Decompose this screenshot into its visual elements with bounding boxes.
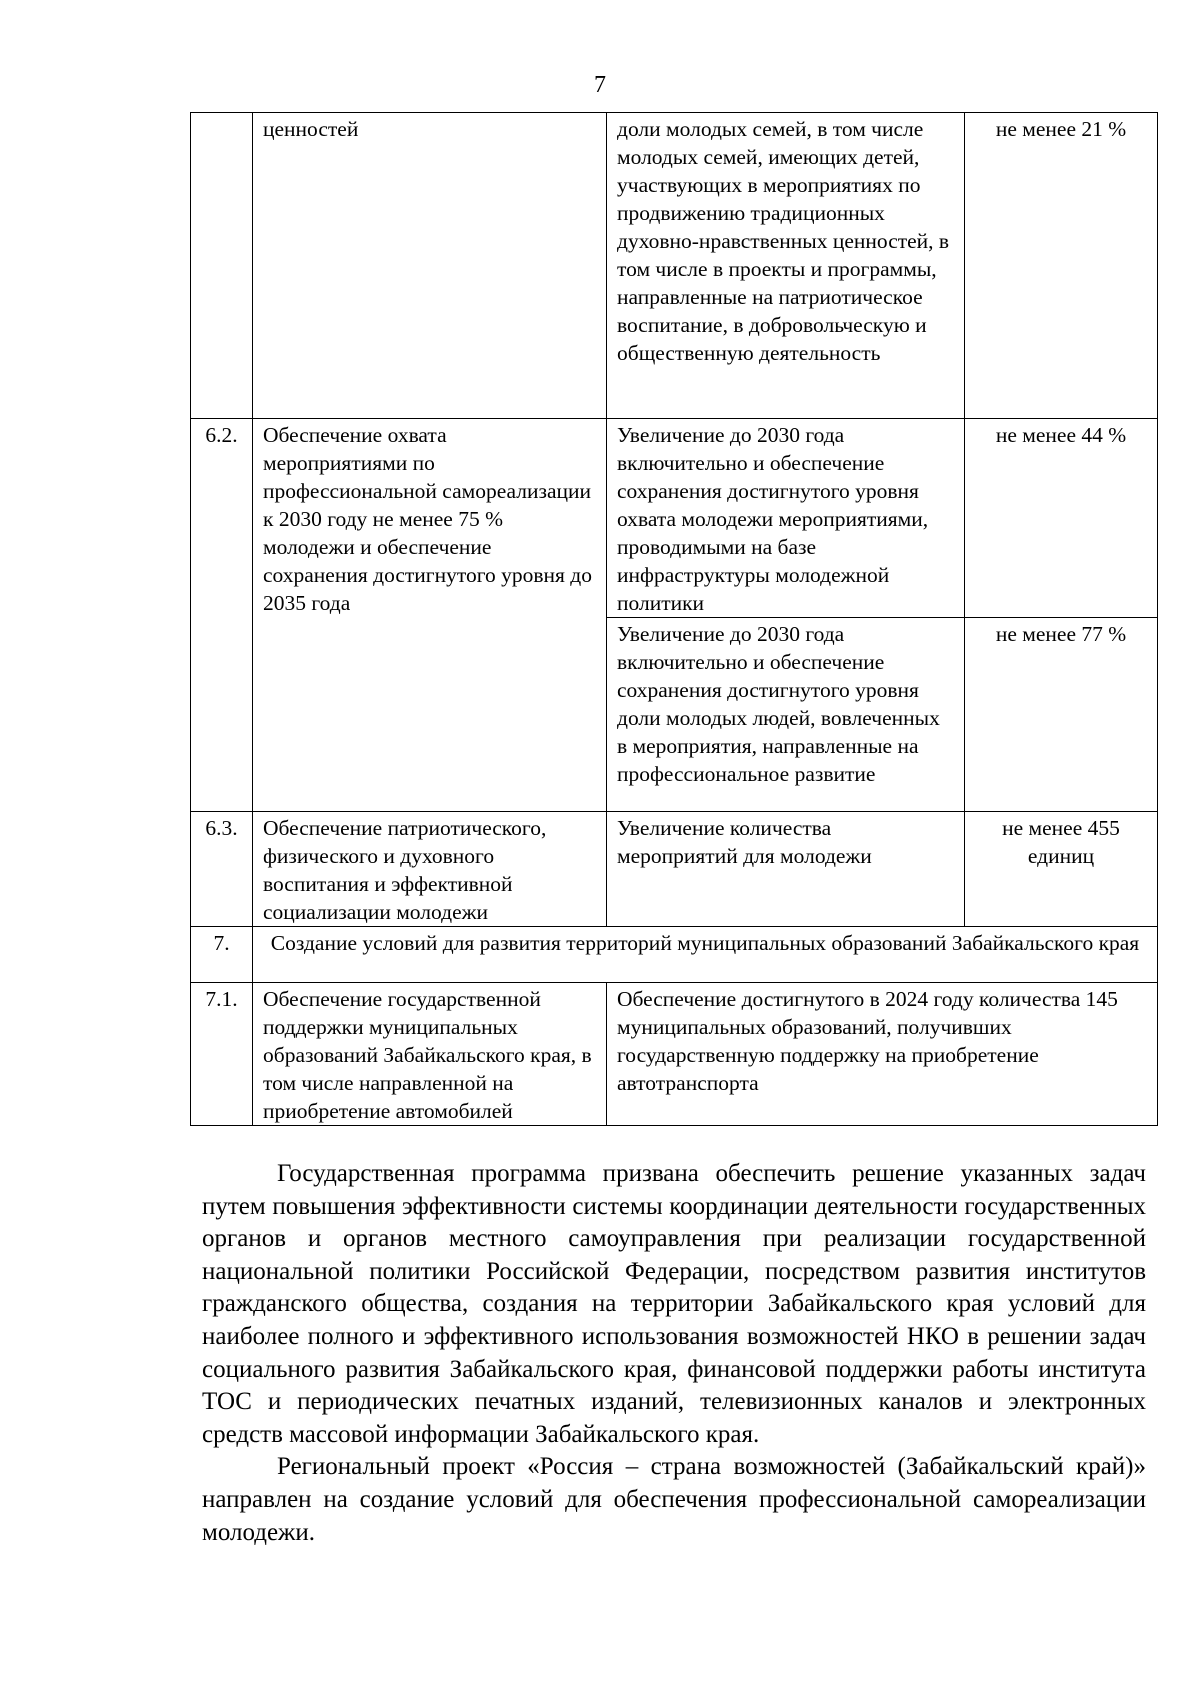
indicator-cell: доли молодых семей, в том числе молодых семей, имеющих детей, участвующих в мероприятиях по продвижению традиционных духовно-нравственных ценностей, в том числе в проекты и программы, направленные на патриотическое воспитание, в добровольческую и общественную деятельность <box>607 113 965 419</box>
row-number: 7. <box>191 927 253 983</box>
row-number <box>191 113 253 419</box>
paragraph: Региональный проект «Россия – страна возможностей (Забайкальский край)» направлен на создание условий для обеспечения профессиональной самореализации молодежи. <box>202 1453 1146 1546</box>
table-row <box>191 113 1158 419</box>
body-text <box>202 1158 1146 1549</box>
row-number: 7.1. <box>191 983 253 1126</box>
row-number: 6.2. <box>191 419 253 812</box>
table-row <box>191 812 1158 927</box>
table-row <box>191 419 1158 618</box>
target-value-cell: не менее 77 % <box>965 618 1158 812</box>
indicator-cell: Увеличение до 2030 года включительно и обеспечение сохранения достигнутого уровня охвата молодежи мероприятиями, проводимыми на базе инфраструктуры молодежной политики <box>607 419 965 618</box>
task-cell: Обеспечение патриотического, физического и духовного воспитания и эффективной социализации молодежи <box>253 812 607 927</box>
row-number: 6.3. <box>191 812 253 927</box>
section-title-cell: Создание условий для развития территорий муниципальных образований Забайкальского края <box>253 927 1158 983</box>
indicator-cell: Увеличение количества мероприятий для молодежи <box>607 812 965 927</box>
target-value-cell: не менее 44 % <box>965 419 1158 618</box>
paragraph: Государственная программа призвана обеспечить решение указанных задач путем повышения эффективности системы координации деятельности государственных органов и органов местного самоуправления при реализации государственной национальной политики Российской Федерации, посредством развития институтов гражданского общества, создания на территории Забайкальского края условий для наиболее полного и эффективного использования возможностей НКО в решении задач социального развития Забайкальского края, финансовой поддержки работы института ТОС и периодических печатных изданий, телевизионных каналов и электронных средств массовой информации Забайкальского края. <box>202 1160 1146 1448</box>
task-cell: Обеспечение охвата мероприятиями по профессиональной самореализации к 2030 году не менее 75 % молодежи и обеспечение сохранения достигнутого уровня до 2035 года <box>253 419 607 812</box>
target-value-cell: не менее 21 % <box>965 113 1158 419</box>
section-row <box>191 927 1158 983</box>
task-cell: ценностей <box>253 113 607 419</box>
task-cell: Обеспечение государственной поддержки муниципальных образований Забайкальского края, в том числе направленной на приобретение автомобилей <box>253 983 607 1126</box>
indicator-cell: Обеспечение достигнутого в 2024 году количества 145 муниципальных образований, получивших государственную поддержку на приобретение автотранспорта <box>607 983 1158 1126</box>
page-number: 7 <box>594 72 606 98</box>
indicators-table <box>190 112 1158 1126</box>
target-value-cell: не менее 455 единиц <box>965 812 1158 927</box>
table-row <box>191 983 1158 1126</box>
indicator-cell: Увеличение до 2030 года включительно и обеспечение сохранения достигнутого уровня доли молодых людей, вовлеченных в мероприятия, направленные на профессиональное развитие <box>607 618 965 812</box>
